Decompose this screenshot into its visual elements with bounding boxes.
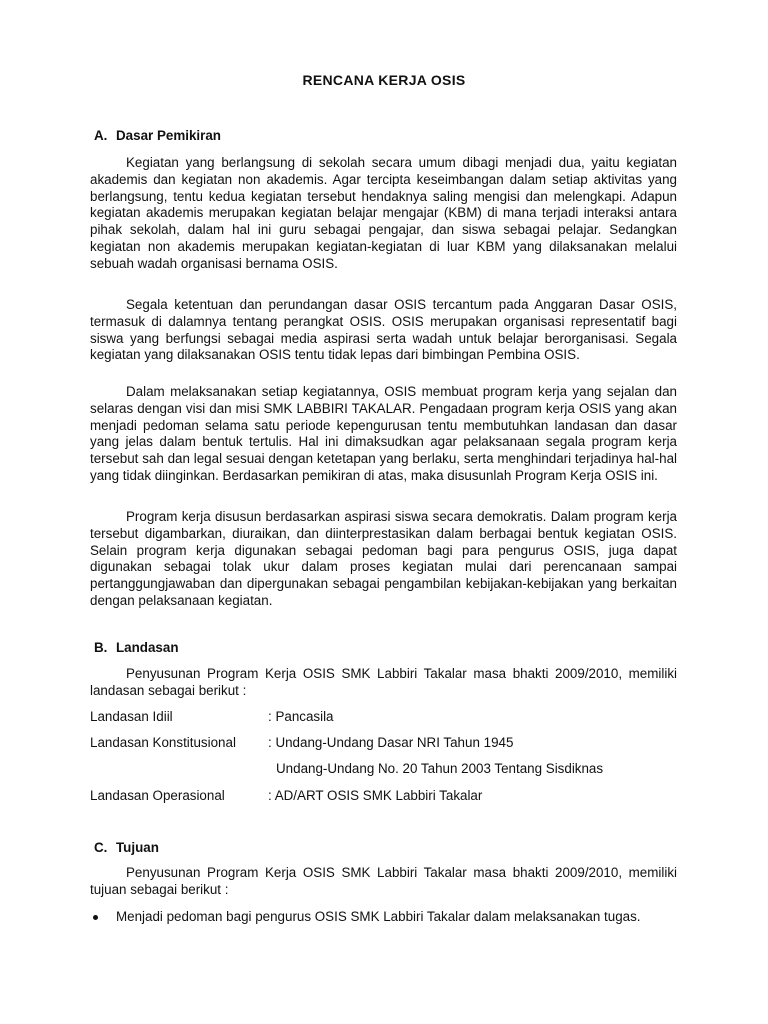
landasan-value: : Undang-Undang Dasar NRI Tahun 1945 — [268, 735, 514, 750]
section-a-paragraph-4: Program kerja disusun berdasarkan aspirasi siswa secara demokratis. Dalam program kerja tersebut digambarkan, diuraikan, dan diinterprestasikan dalam berbagai bentuk kegiatan OSIS. Selain program kerja digunakan sebagai pedoman bagi para pengurus OSIS, juga dapat digunakan sebagai tolak ukur dalam proses kegiatan mulai dari perencanaan sampai pertanggungjawaban dan dipergunakan sebagai pengambilan kebijakan-kebijakan yang berkaitan dengan pelaksanaan kegiatan. — [90, 509, 677, 608]
landasan-row — [90, 788, 690, 805]
section-a-paragraph-3: Dalam melaksanakan setiap kegiatannya, OSIS membuat program kerja yang sejalan dan selaras dengan visi dan misi SMK LABBIRI TAKALAR. Pengadaan program kerja OSIS yang akan menjadi pedoman selama satu periode kepengurusan tentu membutuhkan landasan dan dasar yang jelas dalam bentuk tertulis. Hal ini dimaksudkan agar pelaksanaan segala program kerja tersebut sah dan legal sesuai dengan ketetapan yang berlaku, serta menghindari terjadinya hal-hal yang tidak diinginkan. Berdasarkan pemikiran di atas, maka disusunlah Program Kerja OSIS ini. — [90, 384, 677, 483]
landasan-label: Landasan Konstitusional — [90, 735, 236, 750]
section-c-letter: C. — [94, 840, 108, 855]
section-a-heading — [94, 128, 221, 145]
section-a-title: Dasar Pemikiran — [116, 128, 221, 143]
section-c-intro: Penyusunan Program Kerja OSIS SMK Labbiri Takalar masa bhakti 2009/2010, memiliki tujuan sebagai berikut : — [90, 865, 677, 897]
section-b-letter: B. — [94, 640, 108, 655]
landasan-label: Landasan Idiil — [90, 709, 173, 724]
section-b-heading — [94, 640, 179, 657]
landasan-value: Undang-Undang No. 20 Tahun 2003 Tentang Sisdiknas — [276, 761, 604, 776]
section-a-paragraph-1: Kegiatan yang berlangsung di sekolah secara umum dibagi menjadi dua, yaitu kegiatan akademis dan kegiatan non akademis. Agar tercipta keseimbangan dalam setiap aktivitas yang berlangsung, tentu kedua kegiatan tersebut hendaknya saling mengisi dan melengkapi. Adapun kegiatan akademis merupakan kegiatan belajar mengajar (KBM) di mana terjadi interaksi antara pihak sekolah, dalam hal ini guru sebagai pengajar, dan siswa sebagai pelajar. Sedangkan kegiatan non akademis merupakan kegiatan-kegiatan di luar KBM yang dilaksanakan melalui sebuah wadah organisasi bernama OSIS. — [90, 155, 677, 271]
list-item-text: Menjadi pedoman bagi pengurus OSIS SMK Labbiri Takalar dalam melaksanakan tugas. — [116, 909, 641, 924]
landasan-label: Landasan Operasional — [90, 788, 225, 803]
section-b-intro: Penyusunan Program Kerja OSIS SMK Labbiri Takalar masa bhakti 2009/2010, memiliki landasan sebagai berikut : — [90, 666, 677, 698]
landasan-row — [90, 735, 690, 752]
section-b-title: Landasan — [116, 640, 179, 655]
section-c-heading — [94, 840, 159, 857]
landasan-value: : Pancasila — [268, 709, 334, 724]
document-title: RENCANA KERJA OSIS — [302, 72, 466, 88]
bullet-icon — [93, 915, 98, 920]
landasan-row — [90, 709, 690, 726]
section-c-title: Tujuan — [116, 840, 159, 855]
landasan-row — [90, 761, 690, 778]
section-a-paragraph-2: Segala ketentuan dan perundangan dasar OSIS tercantum pada Anggaran Dasar OSIS, termasuk di dalamnya tentang perangkat OSIS. OSIS merupakan organisasi representatif bagi siswa yang berfungsi sebagai media aspirasi serta wadah untuk belajar berorganisasi. Segala kegiatan yang dilaksanakan OSIS tentu tidak lepas dari bimbingan Pembina OSIS. — [90, 297, 677, 363]
section-a-letter: A. — [94, 128, 108, 143]
landasan-value: : AD/ART OSIS SMK Labbiri Takalar — [268, 788, 483, 803]
